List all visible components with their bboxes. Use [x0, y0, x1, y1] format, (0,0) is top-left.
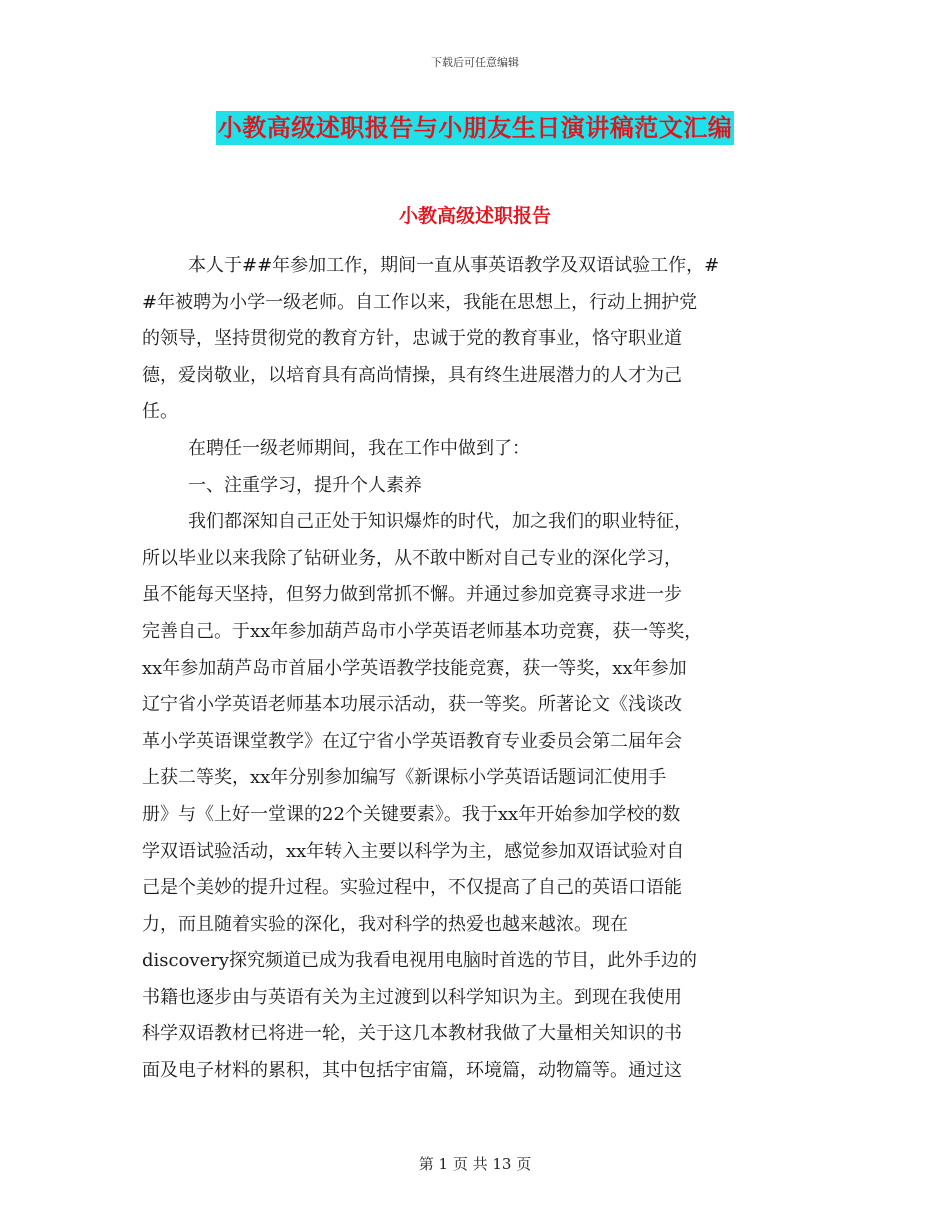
body-line: 科学双语教材已将进一轮，关于这几本教材我做了大量相关知识的书 [142, 1023, 682, 1045]
body-line: 虽不能每天坚持，但努力做到常抓不懈。并通过参加竞赛寻求进一步 [142, 584, 682, 606]
body-line: xx年参加葫芦岛市首届小学英语教学技能竞赛，获一等奖，xx年参加 [142, 657, 687, 679]
body-line: 我们都深知自己正处于知识爆炸的时代，加之我们的职业特征， [188, 511, 692, 533]
body-line: discovery探究频道已成为我看电视用电脑时首选的节目，此外手边的 [142, 950, 698, 972]
body-line: 一、注重学习，提升个人素养 [188, 474, 422, 496]
body-line: 完善自己。于xx年参加葫芦岛市小学英语老师基本功竞赛，获一等奖， [142, 620, 703, 642]
body-line: 的领导，坚持贯彻党的教育方针，忠诚于党的教育事业，恪守职业道 [142, 328, 682, 350]
body-line: 在聘任一级老师期间，我在工作中做到了： [188, 437, 530, 459]
page-footer: 第 1 页 共 13 页 [418, 1155, 532, 1173]
body-line: 辽宁省小学英语老师基本功展示活动，获一等奖。所著论文《浅谈改 [142, 694, 682, 716]
document-title-text: 小教高级述职报告与小朋友生日演讲稿范文汇编 [216, 111, 735, 145]
body-line: 力，而且随着实验的深化，我对科学的热爱也越来越浓。现在 [142, 913, 628, 935]
body-line: 上获二等奖，xx年分别参加编写《新课标小学英语话题词汇使用手 [142, 767, 667, 789]
body-line: 所以毕业以来我除了钻研业务，从不敢中断对自己专业的深化学习， [142, 547, 682, 569]
body-text [142, 248, 812, 1090]
body-line: 本人于##年参加工作，期间一直从事英语教学及双语试验工作，# [188, 255, 720, 276]
body-line: 任。 [142, 401, 178, 423]
document-title [0, 111, 950, 145]
header-note: 下载后可任意编辑 [431, 56, 519, 69]
body-line: 己是个美妙的提升过程。实验过程中，不仅提高了自己的英语口语能 [142, 877, 682, 899]
body-line: 学双语试验活动，xx年转入主要以科学为主，感觉参加双语试验对自 [142, 840, 685, 862]
body-line: #年被聘为小学一级老师。自工作以来，我能在思想上，行动上拥护党 [142, 291, 698, 313]
section-title: 小教高级述职报告 [398, 205, 551, 227]
body-line: 面及电子材料的累积，其中包括宇宙篇，环境篇，动物篇等。通过这 [142, 1060, 682, 1082]
body-line: 书籍也逐步由与英语有关为主过渡到以科学知识为主。到现在我使用 [142, 986, 682, 1008]
body-line: 德，爱岗敬业，以培育具有高尚情操，具有终生进展潜力的人才为己 [142, 364, 682, 386]
body-line: 册》与《上好一堂课的22个关键要素》。我于xx年开始参加学校的数 [142, 803, 681, 825]
body-line: 革小学英语课堂教学》在辽宁省小学英语教育专业委员会第二届年会 [142, 730, 682, 752]
